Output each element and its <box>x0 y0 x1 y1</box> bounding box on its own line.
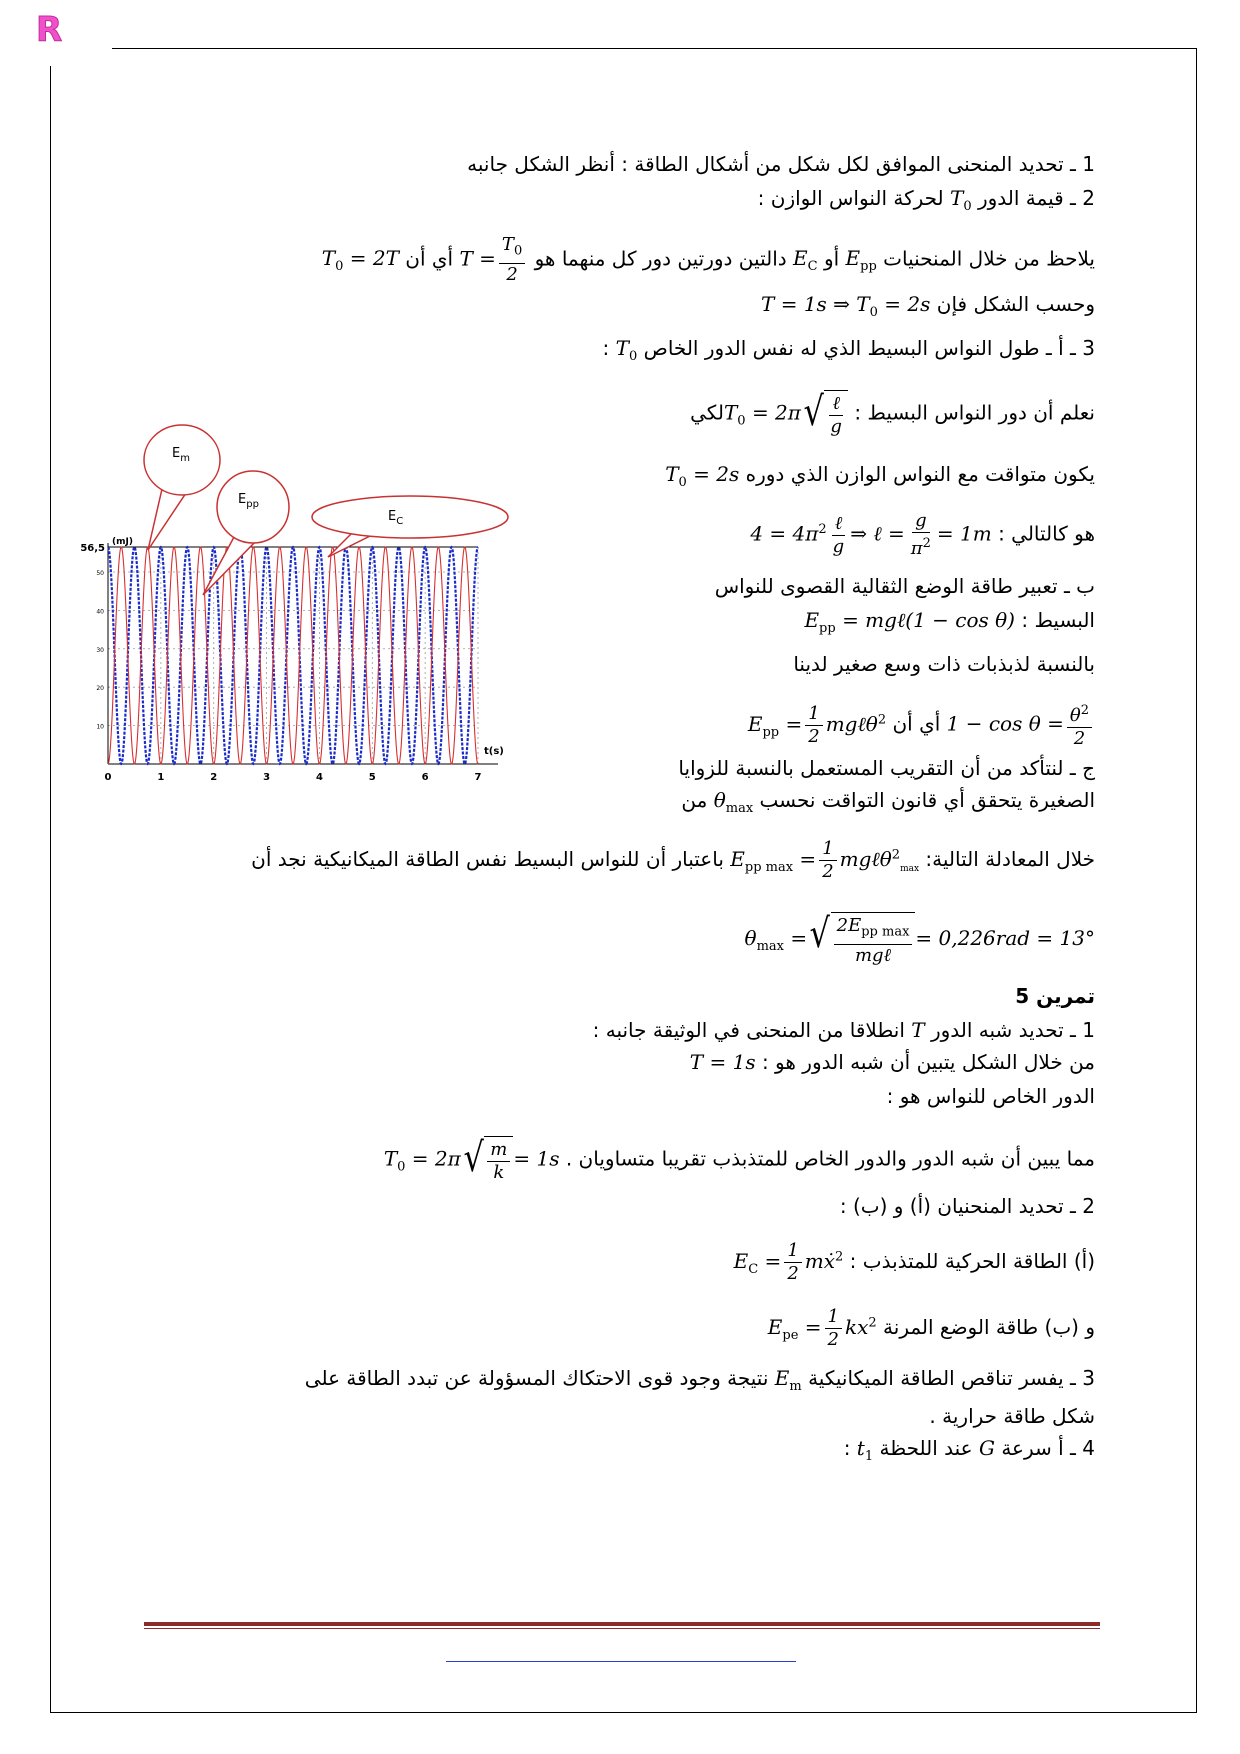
line-10: البسيط : $E_{pp}$ = mgℓ(1 − cos θ) <box>804 608 1095 636</box>
line-2: 2 ـ قيمة الدور $T_0$ لحركة النواس الوازن : <box>757 186 1095 214</box>
y-tick-label: 50 <box>96 569 104 577</box>
line-9: ب ـ تعبير طاقة الوضع الثقالية القصوى للنواس <box>714 574 1095 598</box>
y-tick-label: 40 <box>96 608 104 616</box>
energy-chart <box>70 407 510 783</box>
line-6: نعلم أن دور النواس البسيط : $T_0 = 2\pi$ √ $\frac{\text{ℓ}}{g}$ لكي <box>690 389 1095 437</box>
frame-right-line <box>1196 48 1197 1712</box>
callout-label: $E_{pp}$ <box>238 492 259 510</box>
callout-label: $E_C$ <box>388 509 404 527</box>
x-tick-label: 0 <box>104 772 112 783</box>
page-logo: R <box>36 10 63 50</box>
series-epp <box>108 547 478 764</box>
x-tick-label: 7 <box>474 772 482 783</box>
y-axis-label: (mJ) <box>112 537 133 547</box>
x-axis-label: t(s) <box>484 746 504 757</box>
line-11: بالنسبة لذبذبات ذات وسع صغير لدينا <box>793 652 1095 676</box>
ex-line-1: 1 ـ تحديد شبه الدور T انطلاقا من المنحنى في الوثيقة جانبه : <box>592 1018 1095 1042</box>
ex-line-7: و (ب) طاقة الوضع المرنة $E_{pe}$ = $\frac{1}{2}$ $kx^2$ <box>767 1306 1095 1350</box>
x-tick-label: 6 <box>421 772 429 783</box>
x-tick-label: 1 <box>157 772 165 783</box>
line-4: وحسب الشكل فإن T = 1s ⇒ $T_0 = 2s$ <box>761 292 1095 320</box>
callout-bubble <box>312 496 508 538</box>
footer-link[interactable] <box>446 1661 796 1662</box>
y-tick-label: 30 <box>96 646 104 654</box>
line-5: 3 ـ أ ـ طول النواس البسيط الذي له نفس الدور الخاص $T_0$ : <box>602 336 1095 364</box>
line-15: خلال المعادلة التالية: $E_{pp max}$ = $\frac{1}{2}$ mgℓθ$^2_{max}$ باعتبار أن للنواس البسيط نفس الطاقة الميكانيكية نجد أن <box>251 838 1095 882</box>
ex-line-3: الدور الخاص للنواس هو : <box>886 1084 1095 1108</box>
ex-line-10: 4 ـ أ سرعة G عند اللحظة $t_1$ : <box>843 1436 1095 1464</box>
line-1: 1 ـ تحديد المنحنى الموافق لكل شكل من أشكال الطاقة : أنظر الشكل جانبه <box>467 152 1095 176</box>
y-tick-label: 20 <box>96 685 104 693</box>
callout-tail <box>203 537 255 595</box>
footer-rule-thin <box>144 1628 1100 1629</box>
frame-bottom-line <box>50 1712 1197 1713</box>
exercise-5-title: تمرين 5 <box>1015 984 1095 1008</box>
x-tick-label: 2 <box>210 772 218 783</box>
frame-top-line <box>112 48 1197 49</box>
line-14: الصغيرة يتحقق أي قانون التواقت نحسب $\theta_{max}$ من <box>681 788 1095 816</box>
ex-line-6: (أ) الطاقة الحركية للمتذبذب : $E_C$ = $\frac{1}{2}$ mẋ$^2$ <box>733 1240 1095 1284</box>
ex-line-9: شكل طاقة حرارية . <box>929 1404 1095 1428</box>
callout-label: $E_m$ <box>172 446 190 464</box>
line-16: $\theta_{max}$ = √ $\frac{2E_{pp max}}{\text{mgℓ}}$ = 0,226rad = 13° <box>744 911 1095 966</box>
frame-left-line <box>50 66 51 1712</box>
line-7: يكون متواقت مع النواس الوازن الذي دوره $T_0 = 2s$ <box>665 462 1095 490</box>
ex-line-8: 3 ـ يفسر تناقص الطاقة الميكانيكية $E_m$ نتيجة وجود قوى الاحتكاك المسؤولة عن تبدد الطاقة على <box>304 1366 1095 1394</box>
x-tick-label: 3 <box>263 772 271 783</box>
line-12: 1 − cos θ = $\frac{\theta^2}{2}$ أي أن $E_{pp}$ = $\frac{1}{2}$ mgℓθ$^2$ <box>748 700 1095 750</box>
ex-line-4: مما يبين أن شبه الدور والدور الخاص للمتذبذب تقريبا متساويان . $T_0 = 2\pi$ √ $\frac{m}{k}$ = 1s <box>383 1135 1095 1183</box>
y-max-label: 56,5 <box>80 543 105 554</box>
line-8: هو كالتالي : $4 = 4\pi^2$ $\frac{\text{ℓ}}{g}$ ⇒ ℓ = $\frac{g}{\pi^2}$ = 1m <box>750 510 1095 559</box>
callout-tail <box>148 489 186 550</box>
footer-rule <box>144 1622 1100 1626</box>
ex-line-5: 2 ـ تحديد المنحنيان (أ) و (ب) : <box>839 1194 1095 1218</box>
y-tick-label: 10 <box>96 723 104 731</box>
x-tick-label: 4 <box>315 772 323 783</box>
x-tick-label: 5 <box>368 772 376 783</box>
line-3: يلاحظ من خلال المنحنيات $E_{pp}$ أو $E_C$ دالتين دورتين دور كل منهما هو T = $\frac{T_0}{2}$ أي أن $T_0 = 2T$ <box>321 234 1095 285</box>
line-13: ج ـ لنتأكد من أن التقريب المستعمل بالنسبة للزوايا <box>678 756 1095 780</box>
ex-line-2: من خلال الشكل يتبين أن شبه الدور هو : T = 1s <box>689 1050 1095 1074</box>
